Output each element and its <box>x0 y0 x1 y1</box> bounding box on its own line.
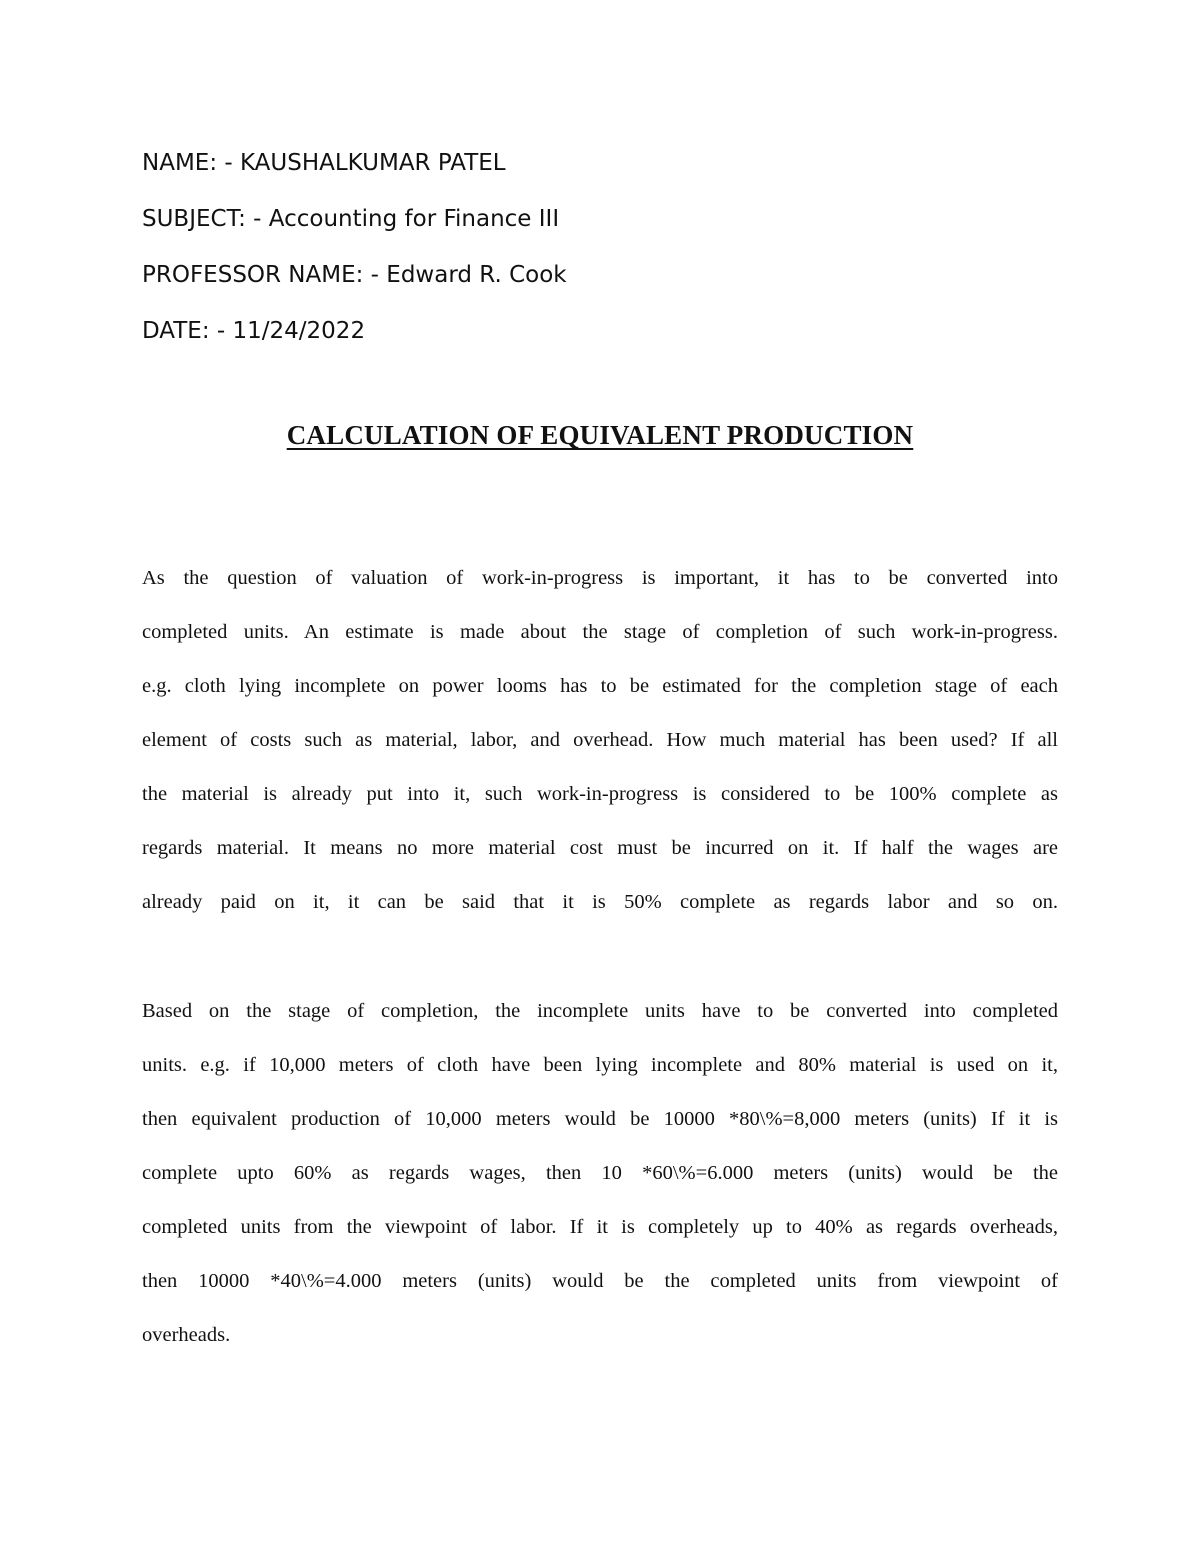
paragraph-line: Based on the stage of completion, the incomplete units have to be converted into completed <box>142 1000 1058 1022</box>
paragraph-line: the material is already put into it, such work-in-progress is considered to be 100% complete as <box>142 783 1058 805</box>
paragraph-line: complete upto 60% as regards wages, then 10 *60\%=6.000 meters (units) would be the <box>142 1162 1058 1184</box>
paragraph-line: completed units. An estimate is made about the stage of completion of such work-in-progress. <box>142 621 1058 643</box>
paragraph-line: already paid on it, it can be said that it is 50% complete as regards labor and so on. <box>142 891 1058 913</box>
paragraph-1 <box>142 551 1058 929</box>
paragraph-line: element of costs such as material, labor, and overhead. How much material has been used? If all <box>142 729 1058 751</box>
paragraph-line: regards material. It means no more material cost must be incurred on it. If half the wages are <box>142 837 1058 859</box>
paragraph-line: completed units from the viewpoint of labor. If it is completely up to 40% as regards overheads, <box>142 1216 1058 1238</box>
subject-line: SUBJECT: - Accounting for Finance III <box>142 206 560 232</box>
paragraph-line: As the question of valuation of work-in-progress is important, it has to be converted into <box>142 567 1058 589</box>
date-line: DATE: - 11/24/2022 <box>142 318 366 344</box>
header-block <box>142 140 567 364</box>
paragraph-line: then 10000 *40\%=4.000 meters (units) would be the completed units from viewpoint of <box>142 1270 1058 1292</box>
paragraph-line: e.g. cloth lying incomplete on power looms has to be estimated for the completion stage of each <box>142 675 1058 697</box>
document-title: CALCULATION OF EQUIVALENT PRODUCTION <box>286 420 914 450</box>
student-name: NAME: - KAUSHALKUMAR PATEL <box>142 150 506 176</box>
paragraph-line: overheads. <box>142 1324 231 1346</box>
paragraph-line: units. e.g. if 10,000 meters of cloth have been lying incomplete and 80% material is used on it, <box>142 1054 1058 1076</box>
paragraph-line: then equivalent production of 10,000 meters would be 10000 *80\%=8,000 meters (units) If it is <box>142 1108 1058 1130</box>
professor-line: PROFESSOR NAME: - Edward R. Cook <box>142 262 567 288</box>
paragraph-2 <box>142 984 1058 1362</box>
